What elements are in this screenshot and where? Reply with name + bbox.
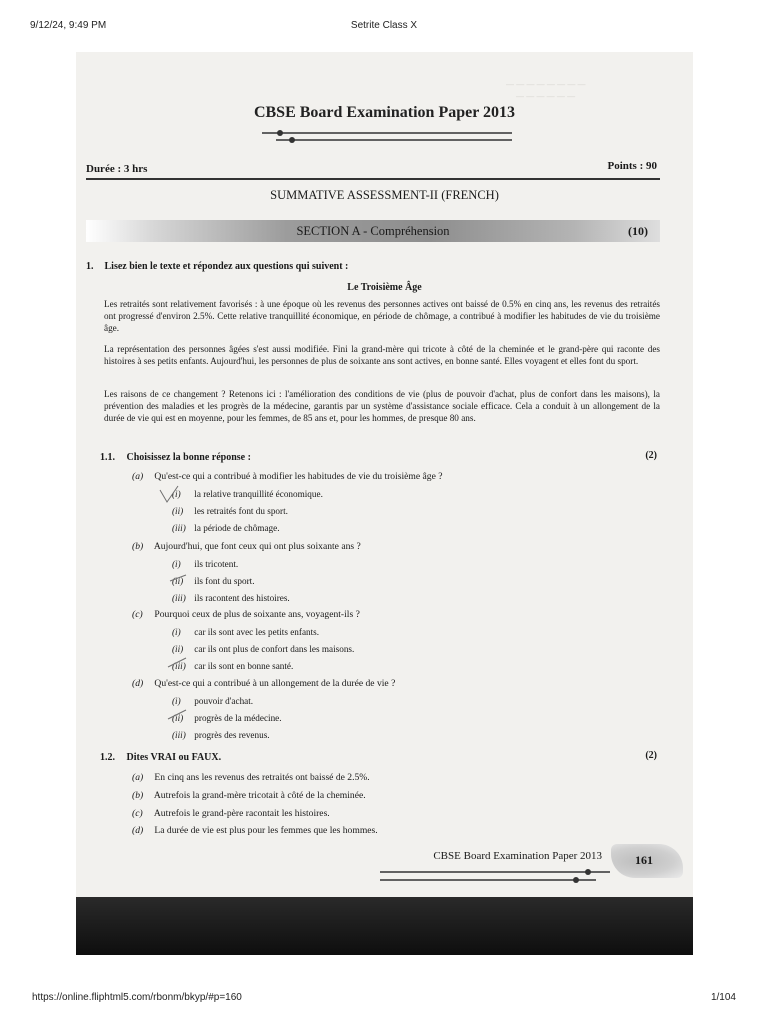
option-label: (ii) xyxy=(172,713,184,723)
print-datetime: 9/12/24, 9:49 PM xyxy=(30,20,107,31)
instruction-text: Lisez bien le texte et répondez aux questions qui suivent : xyxy=(104,261,349,272)
question-label: (a) xyxy=(132,471,144,482)
browser-print-header xyxy=(0,0,768,44)
item-label: (d) xyxy=(132,825,144,836)
scanned-page xyxy=(76,52,693,955)
passage-paragraph: La représentation des personnes âgées s'est aussi modifiée. Fini la grand-mère qui tricote à côté de la cheminée et le grand-père qui raconte des histoires à ses petits enfants. Aujourd'hui, les personnes de plus de soixante ans sont actives, en bonne santé. Elles voyagent et elles font du sport. xyxy=(104,344,660,366)
print-tab-title: Setrite Class X xyxy=(350,20,418,31)
question-1-instruction xyxy=(86,261,348,272)
option-label: (iii) xyxy=(172,661,186,671)
option-text: car ils ont plus de confort dans les maisons. xyxy=(194,644,355,654)
passage-paragraph: Les raisons de ce changement ? Retenons ici : l'amélioration des conditions de vie (plus de pouvoir d'achat, plus de confort dans les maisons), la prévention des maladies et les progrès de la médecine, garantis par un système d'assistance sociale efficace. Cela a conduit à un allongement de la durée de vie qui est en moyenne, pour les femmes, de 85 ans et, pour les hommes, de presque 80 ans. xyxy=(104,389,660,423)
header-rule xyxy=(86,178,660,180)
option-label: (i) xyxy=(172,489,181,499)
part-1-2-marks: (2) xyxy=(645,750,657,761)
option-text: pouvoir d'achat. xyxy=(194,696,254,706)
mcq-question xyxy=(132,471,443,482)
item-text: La durée de vie est plus pour les femmes que les hommes. xyxy=(154,825,378,836)
mcq-option xyxy=(172,506,288,516)
part-1-1-marks: (2) xyxy=(645,450,657,461)
true-false-item xyxy=(132,790,366,801)
footer-ornament xyxy=(376,866,616,890)
title-ornament xyxy=(262,128,522,148)
passage-paragraph: Les retraités sont relativement favorisés : à une époque où les revenus des personnes actives ont baissé de 0.5% en cinq ans, les revenus des retraités ont progressé d'environ 2.5%. Cette relative tranquillité économique, en période de chômage, a contribué à modifier les habitudes de vie du troisième âge. xyxy=(104,299,660,333)
mcq-question xyxy=(132,678,395,689)
item-text: En cinq ans les revenus des retraités ont baissé de 2.5%. xyxy=(154,772,370,783)
question-label: (c) xyxy=(132,609,143,620)
page-number-badge xyxy=(611,844,683,878)
mcq-option xyxy=(172,627,319,637)
option-text: la période de chômage. xyxy=(194,523,280,533)
option-label: (ii) xyxy=(172,644,184,654)
section-marks: (10) xyxy=(628,224,648,238)
option-text: ils tricotent. xyxy=(194,559,239,569)
page-number: 161 xyxy=(635,853,653,867)
paper-title: CBSE Board Examination Paper 2013 xyxy=(253,104,516,121)
print-url: https://online.fliphtml5.com/rbonm/bkyp/#p=160 xyxy=(32,992,242,1003)
option-text: progrès des revenus. xyxy=(194,730,270,740)
print-page-counter: 1/104 xyxy=(710,992,736,1003)
pencil-check-icon xyxy=(158,484,180,506)
mcq-option xyxy=(172,730,270,740)
option-label: (ii) xyxy=(172,506,184,516)
option-label: (iii) xyxy=(172,593,186,603)
option-text: car ils sont avec les petits enfants. xyxy=(194,627,320,637)
question-text: Aujourd'hui, que font ceux qui ont plus soixante ans ? xyxy=(153,541,361,552)
exam-points: Points : 90 xyxy=(607,160,657,172)
passage-title: Le Troisième Âge xyxy=(347,282,422,293)
option-label: (ii) xyxy=(172,576,184,586)
true-false-item xyxy=(132,808,330,819)
bleed-through-text: — — — — — — — — xyxy=(506,80,586,89)
assessment-title: SUMMATIVE ASSESSMENT-II (FRENCH) xyxy=(270,188,499,202)
true-false-item xyxy=(132,825,378,836)
option-label: (iii) xyxy=(172,730,186,740)
pencil-check-icon xyxy=(168,571,188,589)
mcq-question xyxy=(132,541,361,552)
item-text: Autrefois le grand-père racontait les histoires. xyxy=(153,808,330,819)
part-number: 1.1. xyxy=(100,452,115,463)
option-text: progrès de la médecine. xyxy=(194,713,282,723)
item-text: Autrefois la grand-mère tricotait à côté de la cheminée. xyxy=(153,790,366,801)
mcq-option xyxy=(172,489,323,499)
pencil-check-icon xyxy=(166,707,188,725)
option-text: la relative tranquillité économique. xyxy=(194,489,323,499)
mcq-option xyxy=(172,523,280,533)
mcq-option xyxy=(172,713,282,723)
mcq-option xyxy=(172,593,290,603)
true-false-item xyxy=(132,772,370,783)
exam-page xyxy=(76,52,693,897)
option-label: (iii) xyxy=(172,523,186,533)
option-label: (i) xyxy=(172,696,181,706)
part-title: Dites VRAI ou FAUX. xyxy=(126,752,222,763)
option-text: car ils sont en bonne santé. xyxy=(194,661,294,671)
question-label: (b) xyxy=(132,541,144,552)
scan-dark-edge xyxy=(76,897,693,955)
mcq-question xyxy=(132,609,360,620)
mcq-option xyxy=(172,644,354,654)
option-text: ils font du sport. xyxy=(194,576,255,586)
part-1-2-heading xyxy=(100,752,221,763)
section-banner xyxy=(86,220,660,242)
pencil-check-icon xyxy=(166,655,188,673)
mcq-option xyxy=(172,559,238,569)
browser-print-footer xyxy=(0,992,768,1016)
item-label: (a) xyxy=(132,772,144,783)
part-1-1-heading xyxy=(100,452,251,463)
part-number: 1.2. xyxy=(100,752,115,763)
question-text: Pourquoi ceux de plus de soixante ans, voyagent-ils ? xyxy=(154,609,360,620)
mcq-option xyxy=(172,696,253,706)
item-label: (b) xyxy=(132,790,144,801)
part-title: Choisissez la bonne réponse : xyxy=(126,452,251,463)
section-title: SECTION A - Compréhension xyxy=(296,224,450,238)
question-text: Qu'est-ce qui a contribué à modifier les habitudes de vie du troisième âge ? xyxy=(154,471,443,482)
page-footer-title: CBSE Board Examination Paper 2013 xyxy=(433,850,602,862)
option-label: (i) xyxy=(172,627,181,637)
option-label: (i) xyxy=(172,559,181,569)
question-label: (d) xyxy=(132,678,144,689)
question-text: Qu'est-ce qui a contribué à un allongement de la durée de vie ? xyxy=(154,678,396,689)
option-text: ils racontent des histoires. xyxy=(194,593,290,603)
mcq-option xyxy=(172,661,293,671)
option-text: les retraités font du sport. xyxy=(194,506,288,516)
exam-duration: Durée : 3 hrs xyxy=(86,163,148,175)
item-label: (c) xyxy=(132,808,143,819)
question-number: 1. xyxy=(86,261,94,272)
bleed-through-text: — — — — — — xyxy=(516,92,576,101)
